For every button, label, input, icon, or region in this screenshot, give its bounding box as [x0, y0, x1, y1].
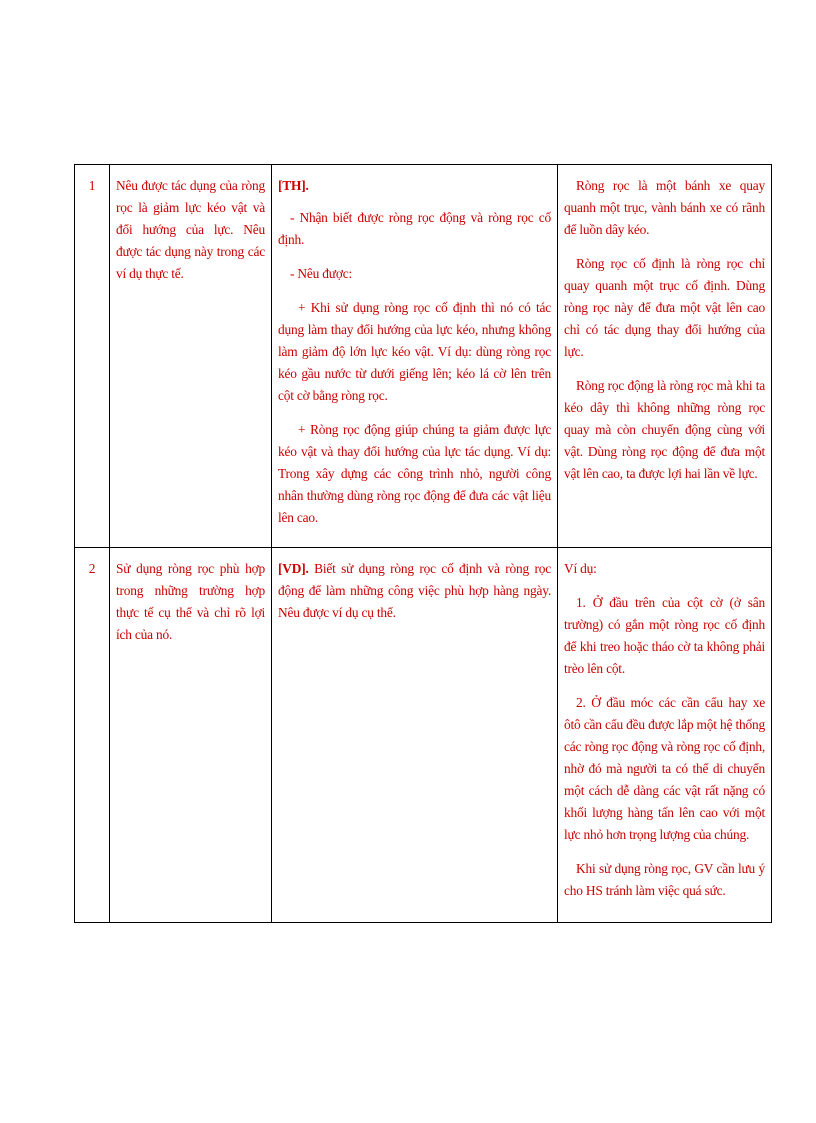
requirement-text: [278, 558, 551, 624]
row-number: 2: [75, 548, 110, 923]
objective-cell: [110, 548, 272, 923]
level-tag: [TH].: [278, 178, 309, 193]
note-paragraph: Ví dụ:: [564, 561, 597, 576]
note-paragraph: 1. Ở đầu trên của cột cờ (ở sân trường) có gắn một ròng rọc cố định để khi treo hoặc tháo cờ ta không phải trèo lên cột.: [564, 595, 765, 676]
requirement-line: + Khi sử dụng ròng rọc cố định thì nó có tác dụng làm thay đổi hướng của lực kéo, nhưng không làm giảm độ lớn lực kéo vật. Ví dụ: dùng ròng rọc kéo gầu nước từ dưới giếng lên; kéo lá cờ lên trên cột cờ bằng ròng rọc.: [278, 300, 551, 403]
objective-cell: [110, 165, 272, 548]
requirement-body: Biết sử dụng ròng rọc cố định và ròng rọc động để làm những công việc phù hợp hàng ngày. Nêu được ví dụ cụ thể.: [278, 561, 551, 620]
requirement-cell: [272, 165, 558, 548]
requirement-line: - Nêu được:: [290, 266, 352, 281]
requirement-line: - Nhận biết được ròng rọc động và ròng rọc cố định.: [278, 210, 551, 247]
notes-cell: [558, 548, 772, 923]
note-paragraph: Ròng rọc cố định là ròng rọc chỉ quay quanh một trục cố định. Dùng ròng rọc này để đưa một vật lên cao chỉ có tác dụng thay đổi hướng của lực.: [564, 256, 765, 359]
note-paragraph: Ròng rọc động là ròng rọc mà khi ta kéo dây thì không những ròng rọc quay mà còn chuyển động cùng với vật. Dùng ròng rọc động để đưa một vật lên cao, ta được lợi hai lần về lực.: [564, 378, 765, 481]
requirement-cell: [272, 548, 558, 923]
note-paragraph: Khi sử dụng ròng rọc, GV cần lưu ý cho HS tránh làm việc quá sức.: [564, 861, 765, 898]
row-number: 1: [75, 165, 110, 548]
content-table: [74, 164, 772, 923]
table-row: [75, 165, 772, 548]
requirement-line: + Ròng rọc động giúp chúng ta giảm được lực kéo vật và thay đổi hướng của lực tác dụng. Ví dụ: Trong xây dựng các công trình nhỏ, người công nhân thường dùng ròng rọc động để đưa các vật liệu lên cao.: [278, 422, 551, 525]
table-row: [75, 548, 772, 923]
objective-text: Nêu được tác dụng của ròng rọc là giảm lực kéo vật và đổi hướng của lực. Nêu được tác dụng này trong các ví dụ thực tế.: [116, 178, 265, 281]
notes-cell: [558, 165, 772, 548]
note-paragraph: Ròng rọc là một bánh xe quay quanh một trục, vành bánh xe có rãnh để luồn dây kéo.: [564, 178, 765, 237]
objective-text: Sử dụng ròng rọc phù hợp trong những trường hợp thực tế cụ thể và chỉ rõ lợi ích của nó.: [116, 561, 265, 642]
level-tag: [VD].: [278, 561, 309, 576]
note-paragraph: 2. Ở đầu móc các cần cẩu hay xe ôtô cần cẩu đều được lắp một hệ thống các ròng rọc động và ròng rọc cố định, nhờ đó mà người ta có thể di chuyển một cách dễ dàng các vật rất nặng có khối lượng hàng tấn lên cao với một lực nhỏ hơn trọng lượng của chúng.: [564, 695, 765, 842]
